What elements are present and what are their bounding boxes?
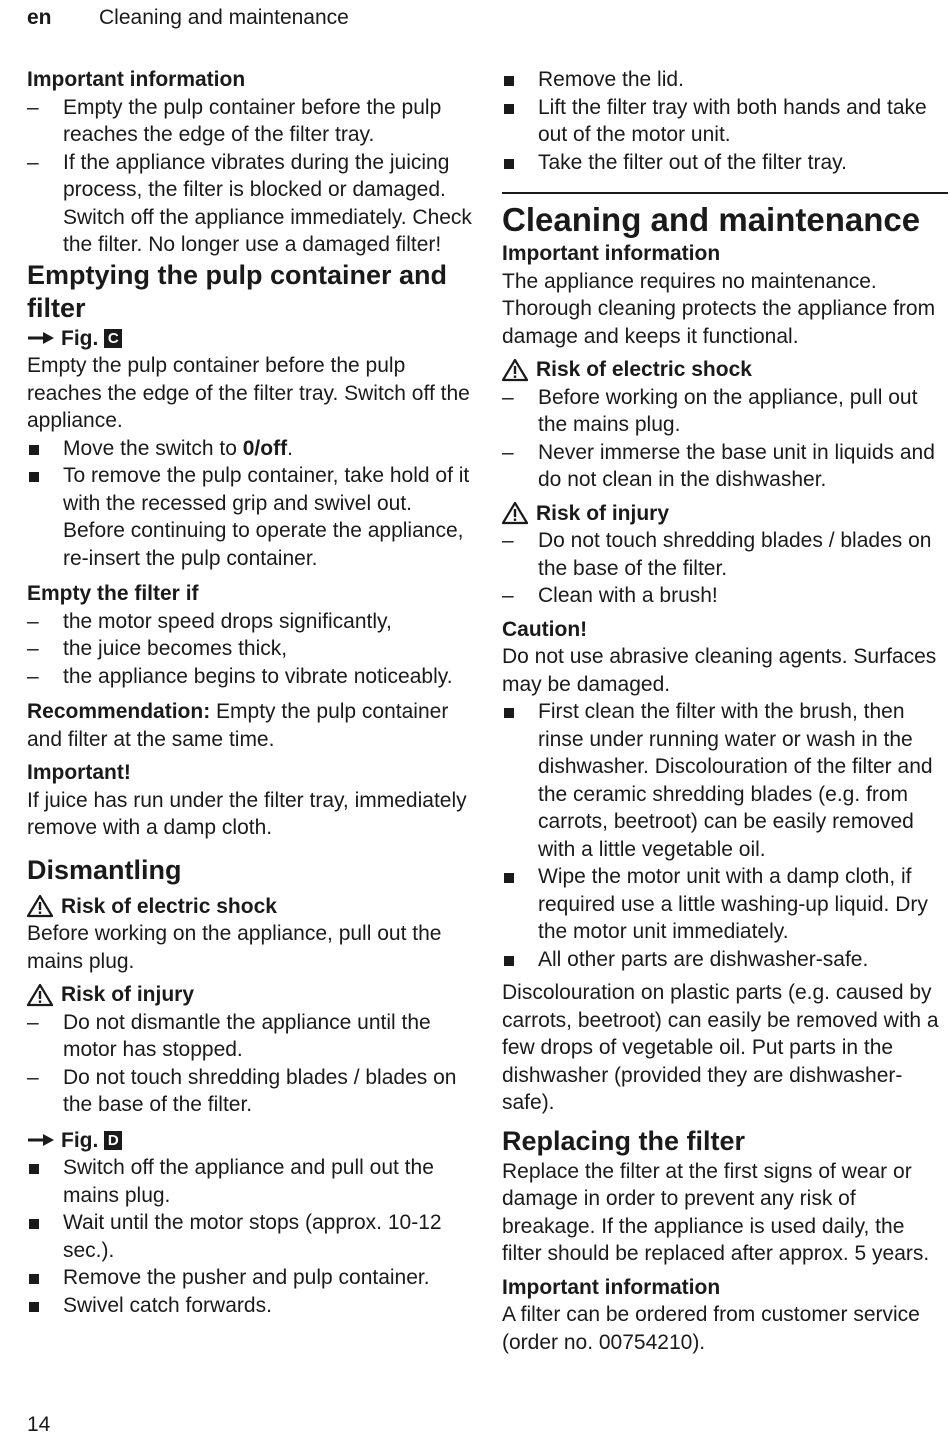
cleaning-steps [502,698,948,973]
list-item: First clean the filter with the brush, then rinse under running water or wash in the dishwasher. Discolouration of the filter and the ceramic shredding blades (e.g. from carrots, beetroot) can be easily removed with a little vegetable oil. [502,698,948,863]
important-info-title: Important information [27,68,246,91]
dismantling-steps-continued [502,66,948,176]
list-item: – Empty the pulp container before the pulp reaches the edge of the filter tray. [27,95,442,146]
injury-list [27,1009,475,1119]
caution-title: Caution! [502,617,588,641]
list-item: – Do not touch shredding blades / blades on the base of the filter. [502,529,932,580]
arrow-right-icon [27,331,55,345]
dismantling-heading: Dismantling [27,854,182,885]
shock-text: Before working on the appliance, pull out the mains plug. [27,922,442,973]
page-header [27,6,349,30]
right-column [502,66,948,1356]
page-number: 14 [27,1413,51,1436]
recommendation: Recommendation: Empty the pulp container and filter at the same time. [27,700,449,751]
dismantling-steps [27,1154,475,1319]
important-title: Important! [27,761,131,784]
list-item: Remove the lid. [502,66,948,94]
figure-reference-d: Fig. D [27,1127,475,1155]
list-item: Remove the pusher and pulp container. [27,1264,475,1292]
arrow-right-icon [27,1133,55,1147]
list-item: Move the switch to 0/off. [27,435,475,463]
emptying-steps [27,435,475,573]
injury-list [502,527,948,610]
shock-list [502,384,948,494]
replacing-info-text: A filter can be ordered from customer service (order no. 00754210). [502,1303,920,1354]
empty-filter-title: Empty the filter if [27,582,199,605]
replacing-text: Replace the filter at the first signs of wear or damage in order to prevent any risk of breakage. If the appliance is used daily, the filter should be replaced after approx. 5 years. [502,1159,930,1265]
list-item: Swivel catch forwards. [27,1292,475,1320]
list-item: Switch off the appliance and pull out the mains plug. [27,1154,475,1209]
caution-text: Do not use abrasive cleaning agents. Surfaces may be damaged. [502,645,937,696]
list-item: Wipe the motor unit with a damp cloth, if required use a little washing-up liquid. Dry the motor unit immediately. [502,863,948,946]
list-item: – the juice becomes thick, [27,637,288,660]
figure-reference-c: Fig. C [27,325,475,353]
important-text: If juice has run under the filter tray, immediately remove with a damp cloth. [27,788,467,839]
list-item: Wait until the motor stops (approx. 10-12 sec.). [27,1209,475,1264]
cleaning-info-text: The appliance requires no maintenance. Thorough cleaning protects the appliance from damage and keeps it functional. [502,269,936,348]
empty-filter-list [27,608,475,691]
cleaning-info-title: Important information [502,242,721,265]
replacing-info-title: Important information [502,1275,721,1299]
list-item: – the motor speed drops significantly, [27,609,392,633]
list-item: To remove the pulp container, take hold of it with the recessed grip and swivel out. Before continuing to operate the appliance, re-insert the pulp container. [27,462,475,572]
list-item: – Do not touch shredding blades / blades on the base of the filter. [27,1065,457,1116]
warning-triangle-icon [502,358,528,382]
list-item: – Do not dismantle the appliance until the motor has stopped. [27,1010,431,1061]
list-item: – the appliance begins to vibrate noticeably. [27,664,453,688]
left-column [27,66,475,1319]
figure-letter-badge: D [104,1131,122,1150]
list-item: – Clean with a brush! [502,584,718,607]
header-section-title: Cleaning and maintenance [99,6,349,29]
figure-letter-badge: C [104,329,122,348]
emptying-heading: Emptying the pulp container and filter [27,259,448,323]
discolouration-text: Discolouration on plastic parts (e.g. caused by carrots, beetroot) can easily be removed with a few drops of vegetable oil. Put parts in the dishwasher (provided they are dishwasher-safe). [502,981,939,1114]
warning-triangle-icon [27,894,53,918]
section-divider [502,192,948,194]
list-item: All other parts are dishwasher-safe. [502,946,948,974]
warning-electric-shock: Risk of electric shock [27,893,475,921]
cleaning-heading: Cleaning and maintenance [502,201,921,238]
list-item: Lift the filter tray with both hands and take out of the motor unit. [502,94,948,149]
list-item: Take the filter out of the filter tray. [502,149,948,177]
replacing-heading: Replacing the filter [502,1125,746,1156]
emptying-intro: Empty the pulp container before the pulp reaches the edge of the filter tray. Switch off the appliance. [27,354,470,432]
warning-triangle-icon [502,501,528,525]
warning-triangle-icon [27,983,53,1007]
list-item: – If the appliance vibrates during the juicing process, the filter is blocked or damaged. Switch off the appliance immediately. Check the filter. No longer use a damaged filter! [27,150,472,256]
list-item: – Before working on the appliance, pull out the mains plug. [502,385,918,436]
warning-electric-shock: Risk of electric shock [502,356,948,384]
warning-injury: Risk of injury [502,500,948,528]
list-item: – Never immerse the base unit in liquids and do not clean in the dishwasher. [502,440,935,491]
warning-injury: Risk of injury [27,981,475,1009]
important-info-list [27,94,475,259]
language-code: en [27,6,52,29]
